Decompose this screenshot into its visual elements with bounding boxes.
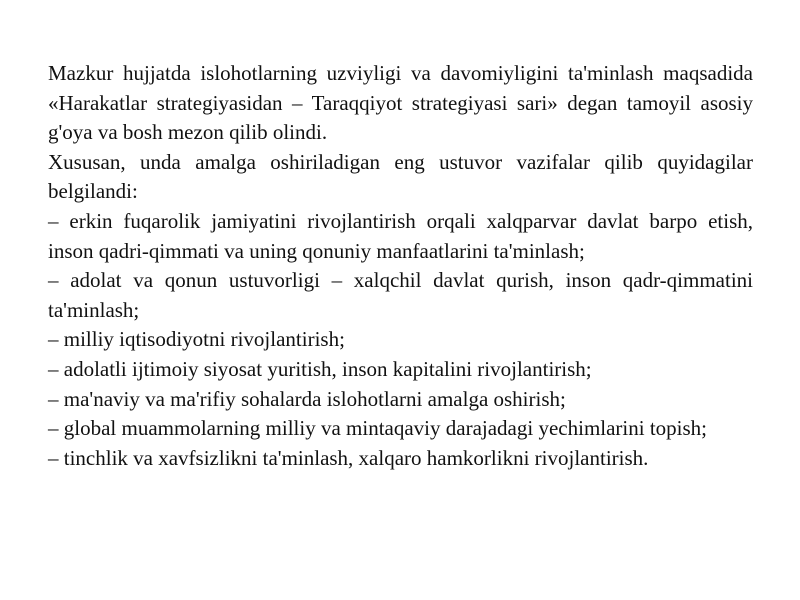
tasks-intro-paragraph: Xususan, unda amalga oshiriladigan eng ustuvor vazifalar qilib quyidagilar belgilandi:: [48, 149, 753, 204]
document-body: [48, 59, 753, 473]
task-item-civil-society: – erkin fuqarolik jamiyatini rivojlantirish orqali xalqparvar davlat barpo etish, inson qadri-qimmati va uning qonuniy manfaatlarini ta'minlash;: [48, 208, 753, 263]
task-item-economy: – milliy iqtisodiyotni rivojlantirish;: [48, 327, 345, 352]
intro-paragraph: Mazkur hujjatda islohotlarning uzviyligi va davomiyligini ta'minlash maqsadida «Harakatlar strategiyasidan – Taraqqiyot strategiyasi sari» degan tamoyil asosiy g'oya va bosh mezon qilib olindi.: [48, 61, 753, 145]
task-item-peace-security: – tinchlik va xavfsizlikni ta'minlash, xalqaro hamkorlikni rivojlantirish.: [48, 445, 649, 470]
task-item-spiritual-reforms: – ma'naviy va ma'rifiy sohalarda islohotlarni amalga oshirish;: [48, 386, 566, 411]
task-item-rule-of-law: – adolat va qonun ustuvorligi – xalqchil davlat qurish, inson qadr-qimmatini ta'minlash;: [48, 268, 753, 322]
task-item-social-policy: – adolatli ijtimoiy siyosat yuritish, inson kapitalini rivojlantirish;: [48, 356, 592, 381]
task-item-global-problems: – global muammolarning milliy va mintaqaviy darajadagi yechimlarini topish;: [48, 416, 708, 441]
